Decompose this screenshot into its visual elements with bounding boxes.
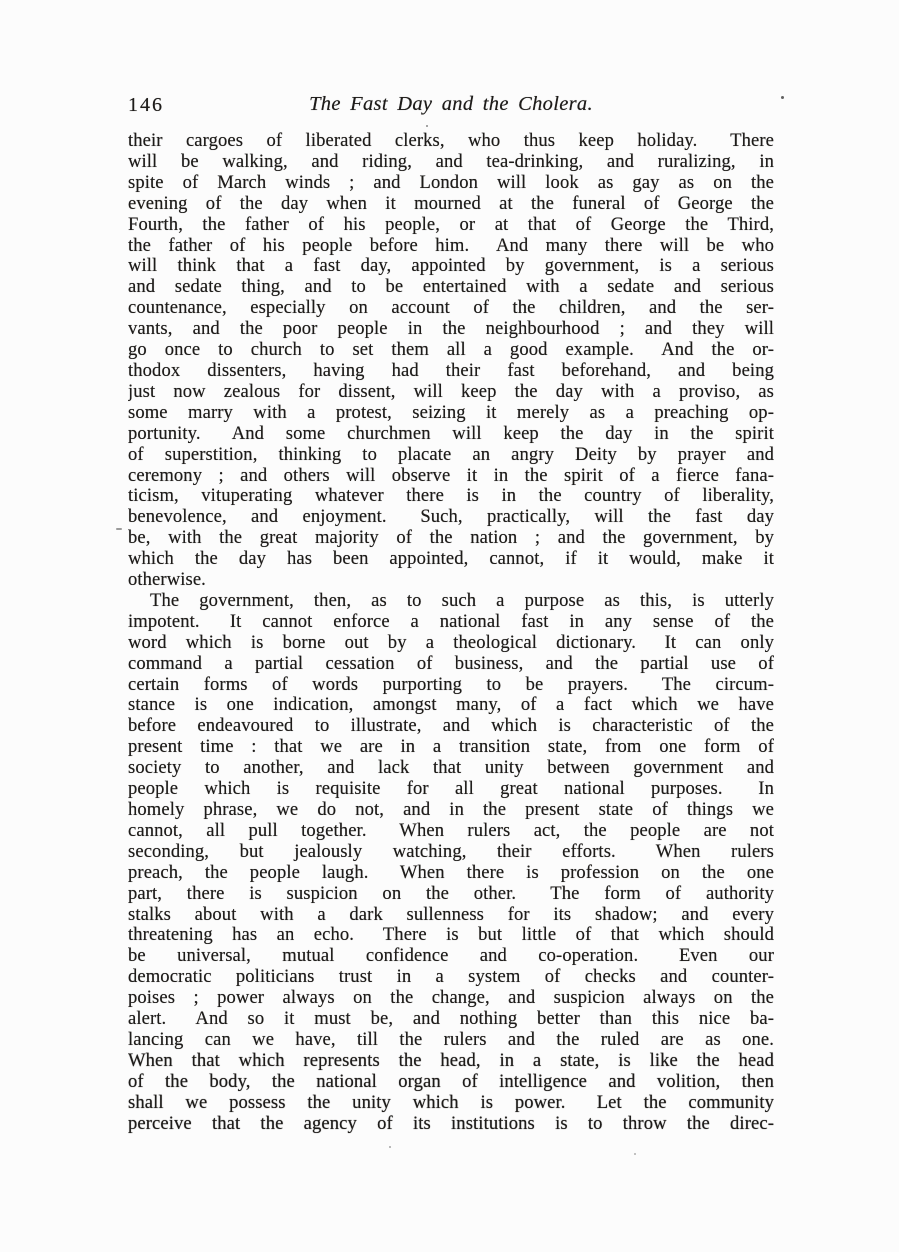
text-line: preach, the people laugh. When there is profession on the one — [128, 862, 774, 883]
text-line: seconding, but jealously watching, their efforts. When rulers — [128, 841, 774, 862]
scan-speck — [389, 1146, 391, 1148]
text-line: present time : that we are in a transition state, from one form of — [128, 737, 774, 758]
text-line: vants, and the poor people in the neighbourhood ; and they will — [128, 319, 774, 340]
text-line: just now zealous for dissent, will keep the day with a proviso, as — [128, 381, 774, 402]
text-line: Fourth, the father of his people, or at that of George the Third, — [128, 214, 774, 235]
text-line: certain forms of words purporting to be prayers. The circum- — [128, 674, 774, 695]
text-line: shall we possess the unity which is power. Let the community — [128, 1092, 774, 1113]
running-header — [128, 93, 774, 120]
body-text — [128, 131, 774, 1135]
text-line: of superstition, thinking to placate an angry Deity by prayer and — [128, 444, 774, 465]
text-line: go once to church to set them all a good example. And the or- — [128, 340, 774, 361]
text-line: of the body, the national organ of intelligence and volition, then — [128, 1071, 774, 1092]
page-number: 146 — [128, 94, 164, 116]
text-line: thodox dissenters, having had their fast beforehand, and being — [128, 360, 774, 381]
text-line: will be walking, and riding, and tea-drinking, and ruralizing, in — [128, 151, 774, 172]
scan-speck — [426, 125, 428, 127]
scan-speck — [634, 1153, 636, 1155]
running-title: The Fast Day and the Cholera. — [309, 93, 593, 115]
text-line: poises ; power always on the change, and suspicion always on the — [128, 988, 774, 1009]
text-line: will think that a fast day, appointed by government, is a serious — [128, 256, 774, 277]
text-line: cannot, all pull together. When rulers act, the people are not — [128, 820, 774, 841]
text-line: impotent. It cannot enforce a national fast in any sense of the — [128, 611, 774, 632]
text-line: the father of his people before him. And many there will be who — [128, 235, 774, 256]
text-line: spite of March winds ; and London will look as gay as on the — [128, 172, 774, 193]
text-line: lancing can we have, till the rulers and the ruled are as one. — [128, 1029, 774, 1050]
text-line: be universal, mutual confidence and co-operation. Even our — [128, 946, 774, 967]
scan-speck — [116, 528, 122, 530]
text-line: ticism, vituperating whatever there is in the country of liberality, — [128, 486, 774, 507]
text-line: stalks about with a dark sullenness for its shadow; and every — [128, 904, 774, 925]
scan-speck — [781, 96, 784, 99]
text-line: The government, then, as to such a purpose as this, is utterly — [150, 590, 774, 611]
paragraph-2 — [128, 591, 774, 1135]
text-line: their cargoes of liberated clerks, who thus keep holiday. There — [128, 131, 774, 151]
text-line: perceive that the agency of its institutions is to throw the direc- — [128, 1113, 774, 1134]
text-line: word which is borne out by a theological dictionary. It can only — [128, 632, 774, 653]
text-line: evening of the day when it mourned at the funeral of George the — [128, 193, 774, 214]
text-line: before endeavoured to illustrate, and which is characteristic of the — [128, 716, 774, 737]
text-line: be, with the great majority of the nation ; and the government, by — [128, 528, 774, 549]
text-line: benevolence, and enjoyment. Such, practically, will the fast day — [128, 507, 774, 528]
text-line: homely phrase, we do not, and in the present state of things we — [128, 800, 774, 820]
text-line: which the day has been appointed, cannot, if it would, make it — [128, 549, 774, 570]
text-line: part, there is suspicion on the other. The form of authority — [128, 883, 774, 904]
text-line: ceremony ; and others will observe it in the spirit of a fierce fana- — [128, 465, 774, 486]
text-line: some marry with a protest, seizing it merely as a preaching op- — [128, 402, 774, 423]
text-line: otherwise. — [128, 570, 206, 591]
text-line: stance is one indication, amongst many, of a fact which we have — [128, 695, 774, 716]
text-line: command a partial cessation of business, and the partial use of — [128, 653, 774, 674]
text-line: and sedate thing, and to be entertained with a sedate and serious — [128, 277, 774, 298]
text-line: alert. And so it must be, and nothing better than this nice ba- — [128, 1009, 774, 1030]
text-line: portunity. And some churchmen will keep the day in the spirit — [128, 423, 774, 444]
text-line: When that which represents the head, in a state, is like the head — [128, 1050, 774, 1071]
text-line: democratic politicians trust in a system of checks and counter- — [128, 967, 774, 988]
text-line: people which is requisite for all great national purposes. In — [128, 779, 774, 800]
text-line: threatening has an echo. There is but little of that which should — [128, 925, 774, 946]
text-line: society to another, and lack that unity between government and — [128, 758, 774, 779]
paragraph-1 — [128, 131, 774, 591]
text-line: countenance, especially on account of the children, and the ser- — [128, 298, 774, 319]
